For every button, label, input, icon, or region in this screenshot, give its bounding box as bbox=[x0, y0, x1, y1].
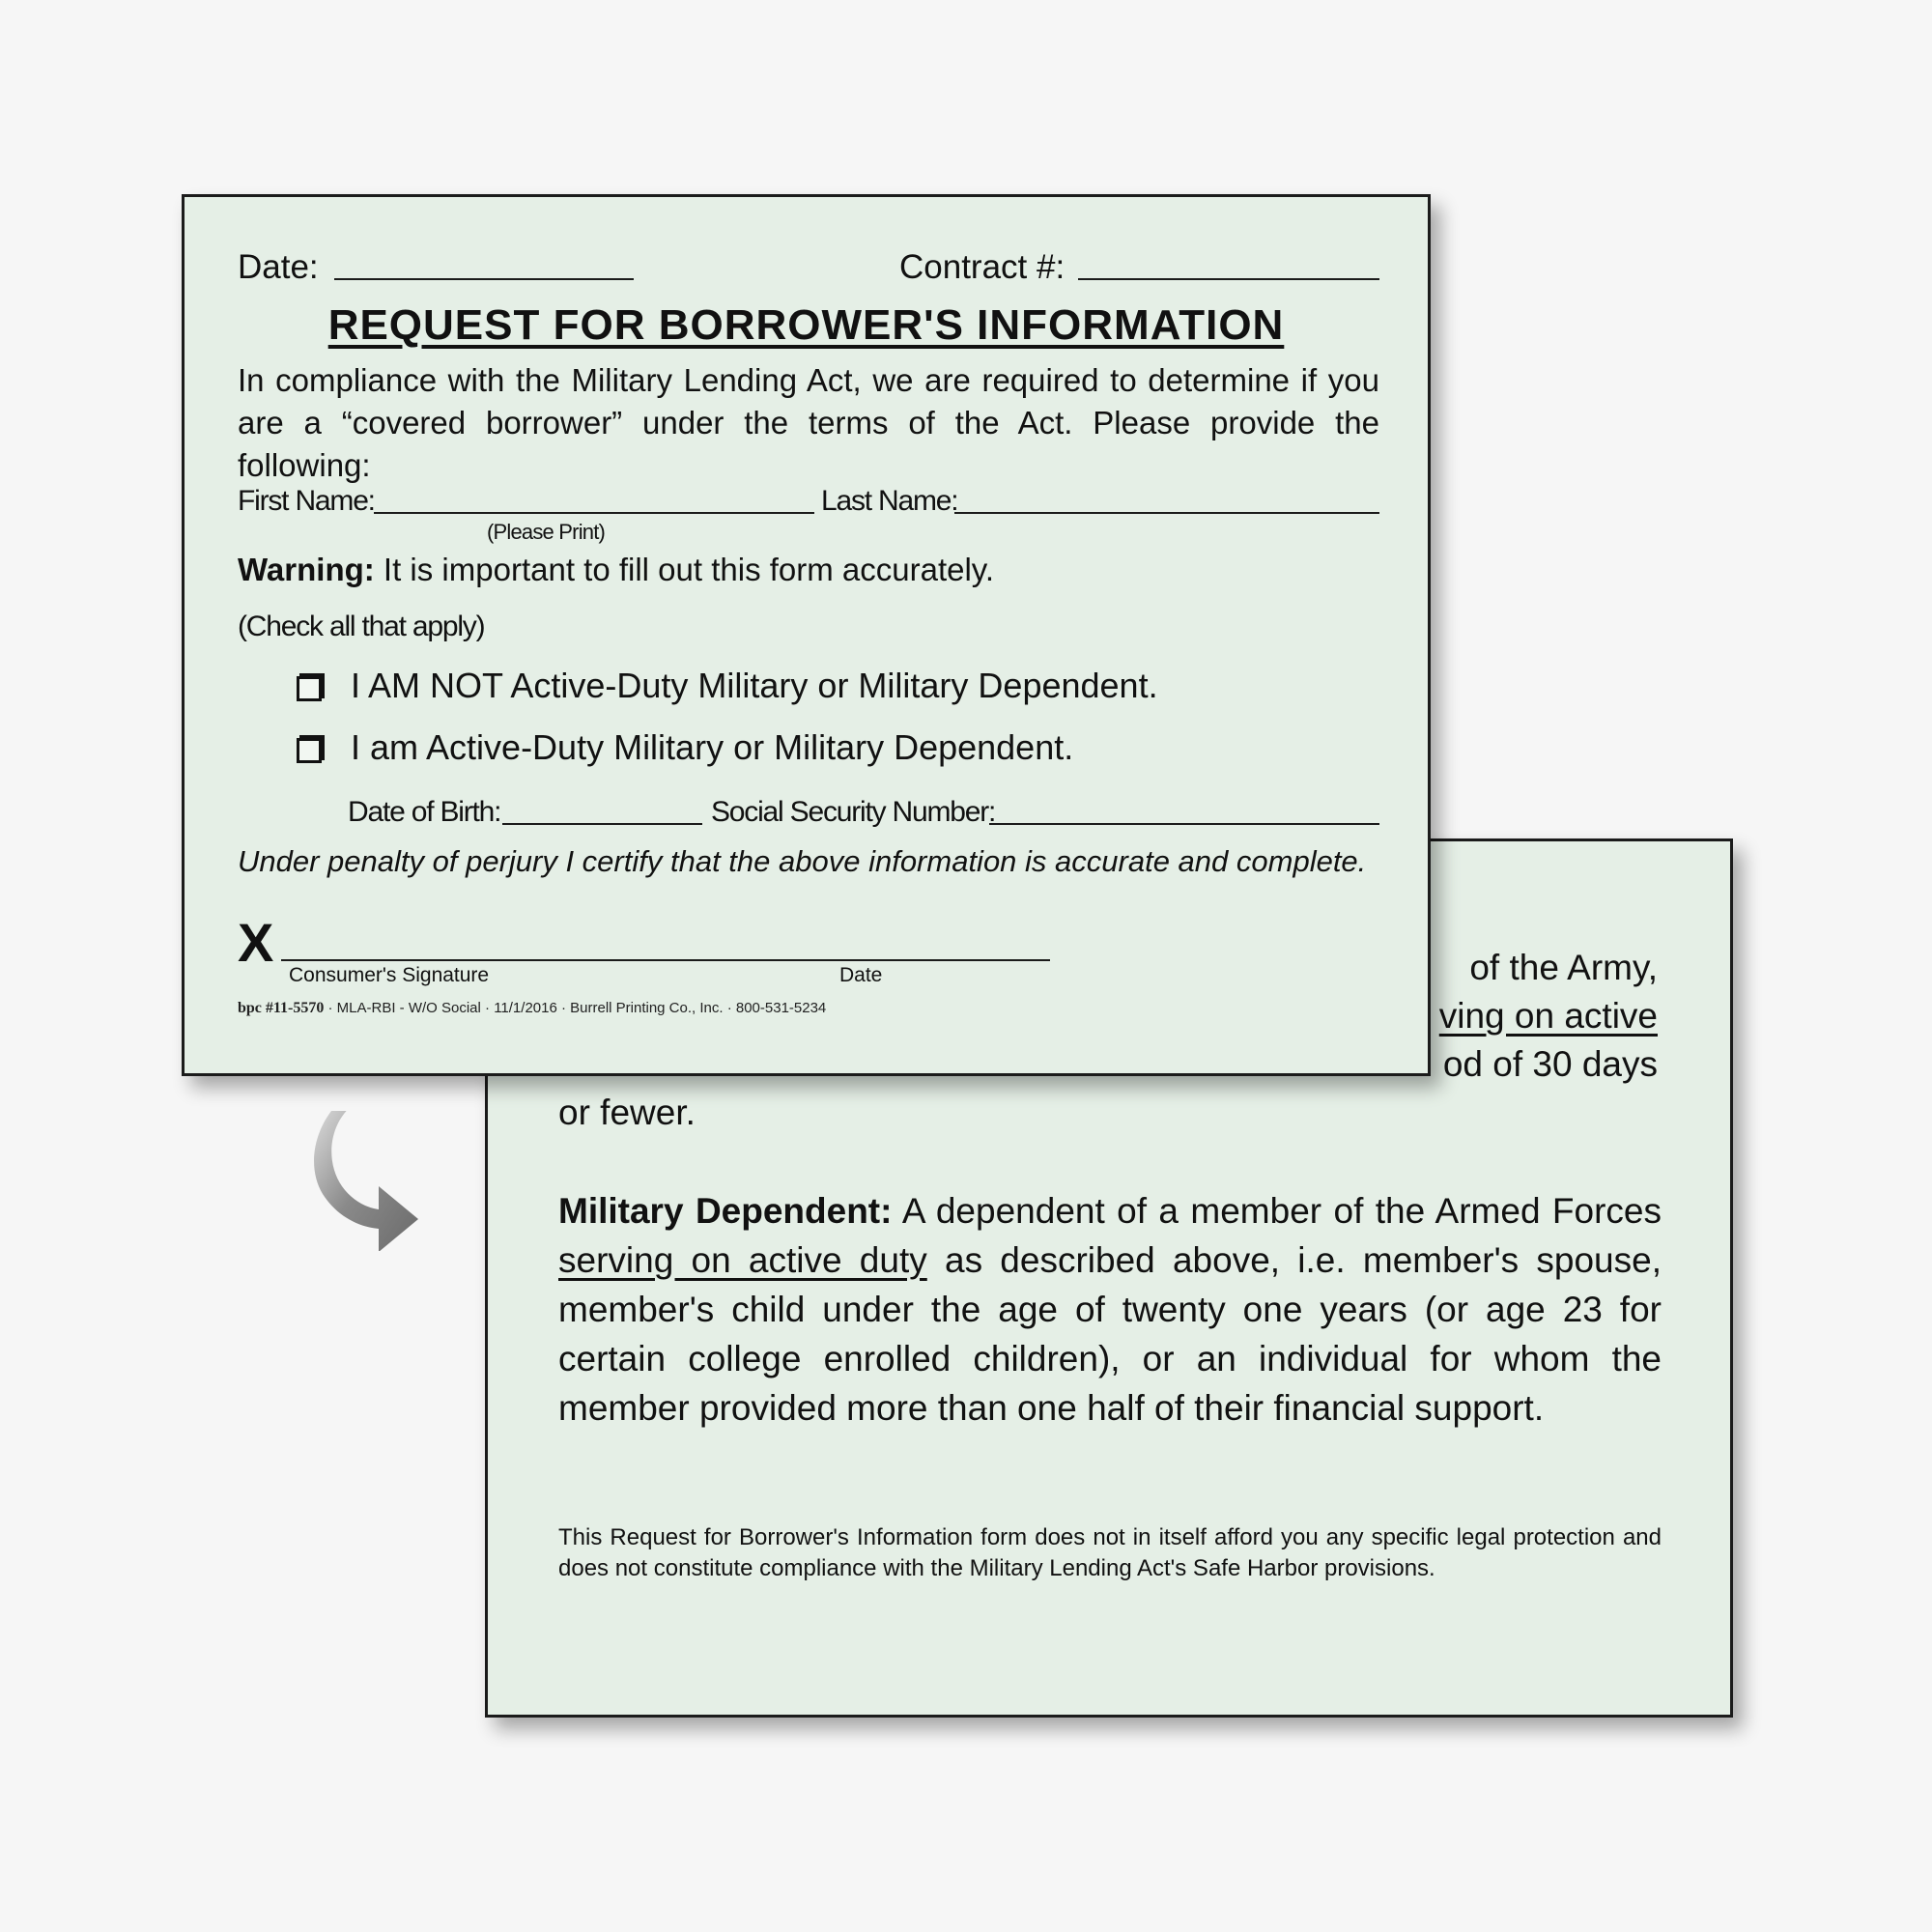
first-name-field[interactable] bbox=[374, 512, 814, 514]
intro-paragraph: In compliance with the Military Lending Act, we are required to determine if you are a “covered borrower” under the terms of the Act. Please provide the following: bbox=[238, 362, 1379, 483]
signature-field[interactable] bbox=[281, 959, 1050, 961]
warning-line bbox=[238, 552, 994, 588]
warning-text: It is important to fill out this form accurately. bbox=[374, 552, 995, 587]
ssn-field[interactable] bbox=[989, 823, 1379, 825]
footer-details: · MLA-RBI - W/O Social · 11/1/2016 · Burrell Printing Co., Inc. · 800-531-5234 bbox=[324, 1000, 827, 1016]
warning-heading: Warning: bbox=[238, 552, 375, 587]
dependent-text-1: A dependent of a member of the Armed Forces bbox=[892, 1191, 1662, 1231]
dependent-heading: Military Dependent: bbox=[558, 1191, 893, 1231]
last-name-field[interactable] bbox=[954, 512, 1379, 514]
last-name-label: Last Name: bbox=[821, 485, 958, 517]
dob-label: Date of Birth: bbox=[348, 796, 501, 828]
first-name-label: First Name: bbox=[238, 485, 375, 517]
please-print-note: (Please Print) bbox=[487, 520, 606, 544]
military-option-label: I am Active-Duty Military or Military Dependent. bbox=[351, 727, 1074, 767]
date-label: Date: bbox=[238, 248, 319, 286]
contract-label: Contract #: bbox=[899, 248, 1065, 286]
active-duty-fragment-3: od of 30 days bbox=[1442, 1044, 1658, 1084]
dependent-text-2: as described above, i.e. member's spouse, member's child under the age of twenty one years (or age 23 for certain college enrolled children), or an individual for whom the member provided more than one half of their financial support. bbox=[558, 1240, 1662, 1428]
military-checkbox[interactable] bbox=[297, 738, 322, 763]
date-field[interactable] bbox=[334, 278, 634, 280]
dependent-underlined: serving on active duty bbox=[558, 1240, 927, 1280]
not-military-option-label: I AM NOT Active-Duty Military or Military Dependent. bbox=[351, 666, 1158, 705]
turn-over-arrow-icon bbox=[309, 1111, 435, 1251]
form-title: REQUEST FOR BORROWER'S INFORMATION bbox=[327, 301, 1285, 349]
form-code: bpc #11-5570 bbox=[238, 1000, 325, 1016]
signature-x-mark: X bbox=[238, 912, 274, 973]
form-front-side bbox=[182, 194, 1431, 1076]
not-military-checkbox[interactable] bbox=[297, 676, 322, 701]
active-duty-fragment-2: ving on active bbox=[1438, 996, 1658, 1036]
date-of-birth-field[interactable] bbox=[502, 823, 702, 825]
perjury-statement: Under penalty of perjury I certify that the above information is accurate and complete. bbox=[238, 844, 1367, 878]
contract-number-field[interactable] bbox=[1078, 278, 1379, 280]
legal-disclaimer: This Request for Borrower's Information form does not in itself afford you any specific legal protection and does not constitute compliance with the Military Lending Act's Safe Harbor provisions. bbox=[558, 1524, 1662, 1581]
printer-footer bbox=[238, 1000, 826, 1017]
active-duty-fragment-4: or fewer. bbox=[558, 1093, 696, 1132]
active-duty-fragment-1: of the Army, bbox=[1469, 948, 1658, 987]
check-all-note: (Check all that apply) bbox=[238, 611, 485, 642]
military-dependent-definition bbox=[558, 1186, 1662, 1433]
signature-date-label: Date bbox=[839, 964, 883, 986]
signature-label: Consumer's Signature bbox=[289, 964, 490, 986]
ssn-label: Social Security Number: bbox=[711, 796, 996, 828]
